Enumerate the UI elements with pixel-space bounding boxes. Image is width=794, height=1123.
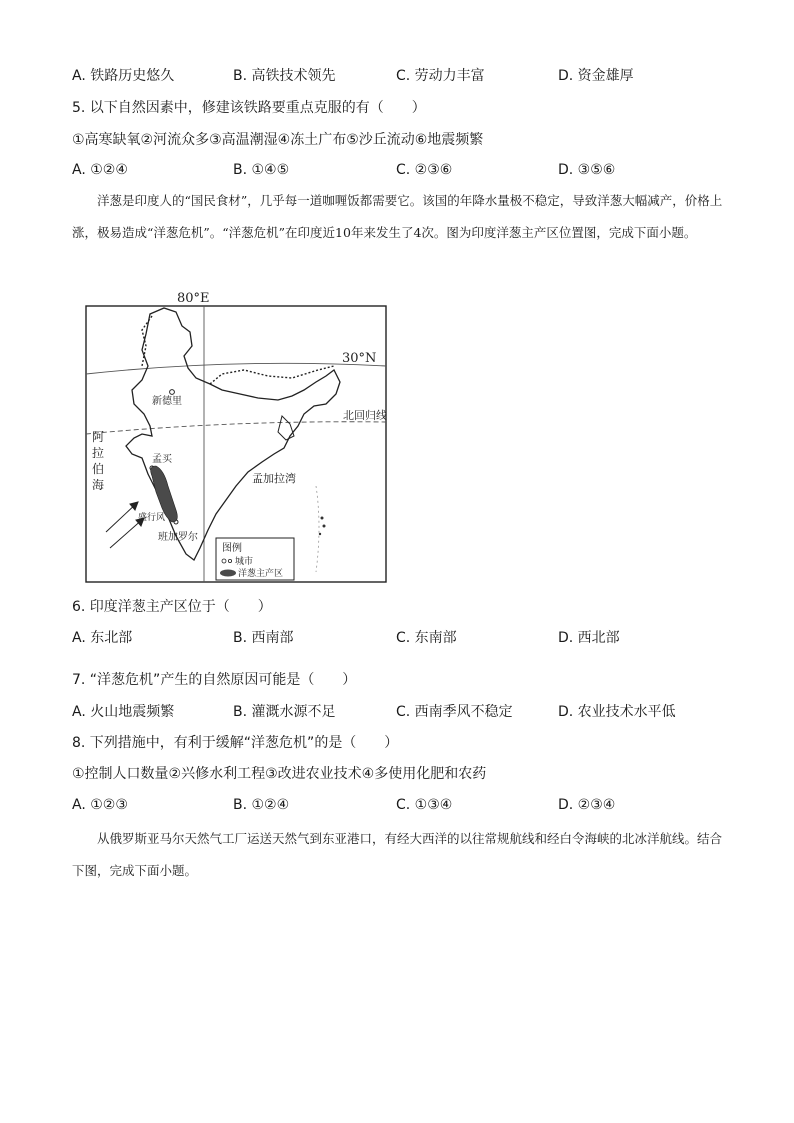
sea-arabian-4: 海	[92, 478, 105, 492]
wind-label: 盛行风	[138, 513, 166, 523]
lon-label: 80°E	[177, 291, 210, 306]
q5-stem: 5. 以下自然因素中，修建该铁路要重点克服的有（ ）	[72, 100, 426, 116]
tropic-label: 北回归线	[343, 409, 387, 422]
q6-option-c[interactable]: C. 东南部	[396, 630, 457, 646]
q8-option-d[interactable]: D. ②③④	[558, 797, 616, 813]
passage-arctic-route: 从俄罗斯亚马尔天然气工厂运送天然气到东亚港口，有经大西洋的以往常规航线和经白令海峡的北冰洋航线。结合下图，完成下面小题。	[72, 831, 723, 878]
q7-option-b[interactable]: B. 灌溉水源不足	[233, 704, 336, 720]
q5-option-b[interactable]: B. ①④⑤	[233, 162, 290, 178]
q8-option-a[interactable]: A. ①②③	[72, 797, 128, 813]
q8-stem: 8. 下列措施中，有利于缓解“洋葱危机”的是（ ）	[72, 735, 399, 751]
q5-option-d[interactable]: D. ③⑤⑥	[558, 162, 616, 178]
legend-city-icon	[222, 559, 226, 563]
bay-bengal-label: 孟加拉湾	[252, 472, 296, 485]
q8-option-c[interactable]: C. ①③④	[396, 797, 453, 813]
q7-option-d[interactable]: D. 农业技术水平低	[558, 704, 676, 720]
q8-items: ①控制人口数量②兴修水利工程③改进农业技术④多使用化肥和农药	[72, 766, 487, 782]
sea-arabian-2: 拉	[92, 446, 105, 460]
legend-title: 图例	[222, 543, 242, 554]
legend-onion-icon	[220, 570, 236, 577]
lat-label: 30°N	[342, 351, 377, 366]
q6-option-a[interactable]: A. 东北部	[72, 630, 133, 646]
q5-items: ①高寒缺氧②河流众多③高温潮湿④冻土广布⑤沙丘流动⑥地震频繁	[72, 132, 484, 148]
q6-option-d[interactable]: D. 西北部	[558, 630, 620, 646]
city-bangalore-label: 班加罗尔	[158, 532, 198, 543]
india-onion-map	[72, 286, 402, 586]
q7-option-c[interactable]: C. 西南季风不稳定	[396, 704, 513, 720]
q5-option-a[interactable]: A. ①②④	[72, 162, 128, 178]
q6-option-b[interactable]: B. 西南部	[233, 630, 294, 646]
q7-option-a[interactable]: A. 火山地震频繁	[72, 704, 175, 720]
sea-arabian-3: 伯	[92, 462, 105, 476]
city-delhi-label: 新德里	[152, 396, 182, 407]
q4-option-a[interactable]: A. 铁路历史悠久	[72, 68, 175, 84]
city-mumbai-label: 孟买	[152, 454, 172, 465]
passage-onion: 洋葱是印度人的“国民食材”，几乎每一道咖喱饭都需要它。该国的年降水量极不稳定，导致洋葱大幅减产，价格上涨，极易造成“洋葱危机”。“洋葱危机”在印度近10年来发生了4次。图为印度洋葱主产区位置图，完成下面小题。	[72, 193, 723, 240]
q4-option-c[interactable]: C. 劳动力丰富	[396, 68, 485, 84]
sea-arabian-1: 阿	[92, 430, 105, 444]
q8-option-b[interactable]: B. ①②④	[233, 797, 290, 813]
q6-stem: 6. 印度洋葱主产区位于（ ）	[72, 599, 272, 615]
legend-onion-label: 洋葱主产区	[238, 569, 284, 579]
legend-city-label: 城市	[235, 557, 254, 567]
q4-option-d[interactable]: D. 资金雄厚	[558, 68, 634, 84]
q5-option-c[interactable]: C. ②③⑥	[396, 162, 453, 178]
city-delhi-marker	[170, 390, 175, 395]
q7-stem: 7. “洋葱危机”产生的自然原因可能是（ ）	[72, 672, 357, 688]
q4-option-b[interactable]: B. 高铁技术领先	[233, 68, 336, 84]
